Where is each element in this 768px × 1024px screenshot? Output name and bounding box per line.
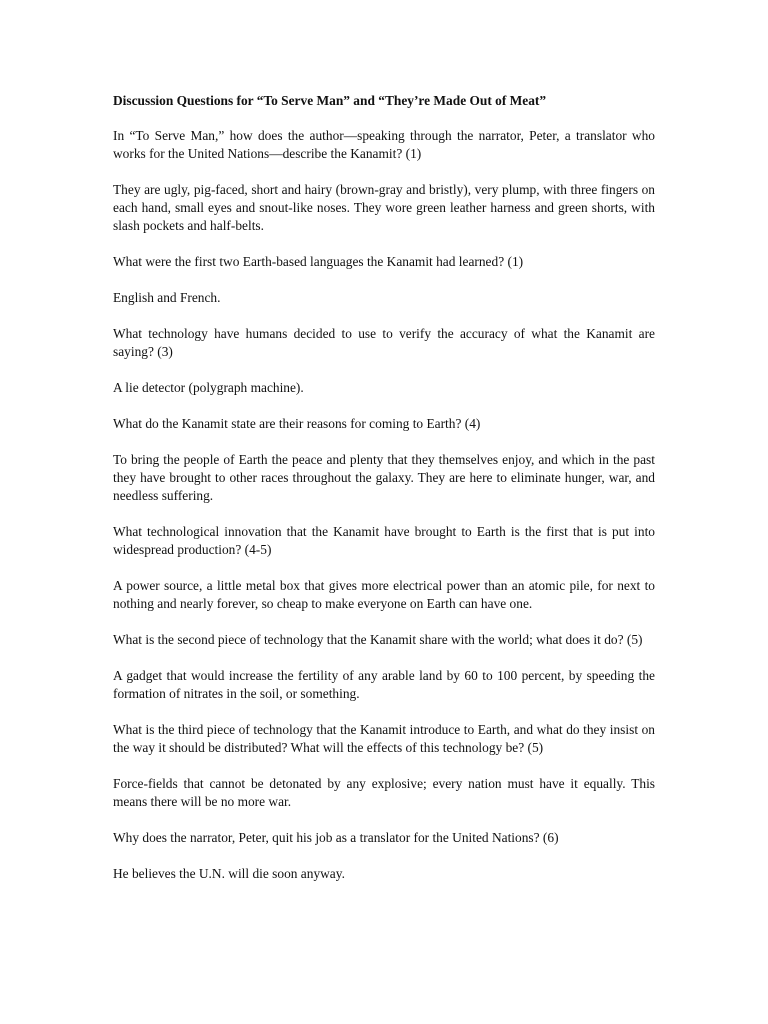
answer-4: To bring the people of Earth the peace and plenty that they themselves enjoy, and which in the past they have brought to other races throughout the galaxy. They are here to eliminate hunger, war, and needless suffering. [113, 452, 655, 503]
answer-5: A power source, a little metal box that gives more electrical power than an atomic pile, for next to nothing and nearly forever, so cheap to make everyone on Earth can have one. [113, 578, 655, 611]
question-6: What is the second piece of technology that the Kanamit share with the world; what does it do? (5) [113, 632, 643, 647]
answer-7: Force-fields that cannot be detonated by any explosive; every nation must have it equally. This means there will be no more war. [113, 776, 655, 809]
answer-3: A lie detector (polygraph machine). [113, 380, 304, 395]
question-2: What were the first two Earth-based languages the Kanamit had learned? (1) [113, 254, 524, 269]
question-8: Why does the narrator, Peter, quit his job as a translator for the United Nations? (6) [113, 830, 559, 845]
document-title: Discussion Questions for “To Serve Man” and “They’re Made Out of Meat” [113, 93, 547, 108]
question-4: What do the Kanamit state are their reasons for coming to Earth? (4) [113, 416, 481, 431]
question-3: What technology have humans decided to use to verify the accuracy of what the Kanamit are saying? (3) [113, 326, 655, 359]
question-7: What is the third piece of technology that the Kanamit introduce to Earth, and what do they insist on the way it should be distributed? What will the effects of this technology be? (5) [113, 722, 655, 755]
question-1: In “To Serve Man,” how does the author—speaking through the narrator, Peter, a translator who works for the United Nations—describe the Kanamit? (1) [113, 128, 655, 161]
answer-6: A gadget that would increase the fertility of any arable land by 60 to 100 percent, by speeding the formation of nitrates in the soil, or something. [113, 668, 655, 701]
answer-8: He believes the U.N. will die soon anyway. [113, 866, 345, 881]
answer-2: English and French. [113, 290, 221, 305]
document-content [113, 92, 655, 901]
answer-1: They are ugly, pig-faced, short and hairy (brown-gray and bristly), very plump, with three fingers on each hand, small eyes and snout-like noses. They wore green leather harness and green shorts, with slash pockets and half-belts. [113, 182, 655, 233]
question-5: What technological innovation that the Kanamit have brought to Earth is the first that is put into widespread production? (4-5) [113, 524, 655, 557]
